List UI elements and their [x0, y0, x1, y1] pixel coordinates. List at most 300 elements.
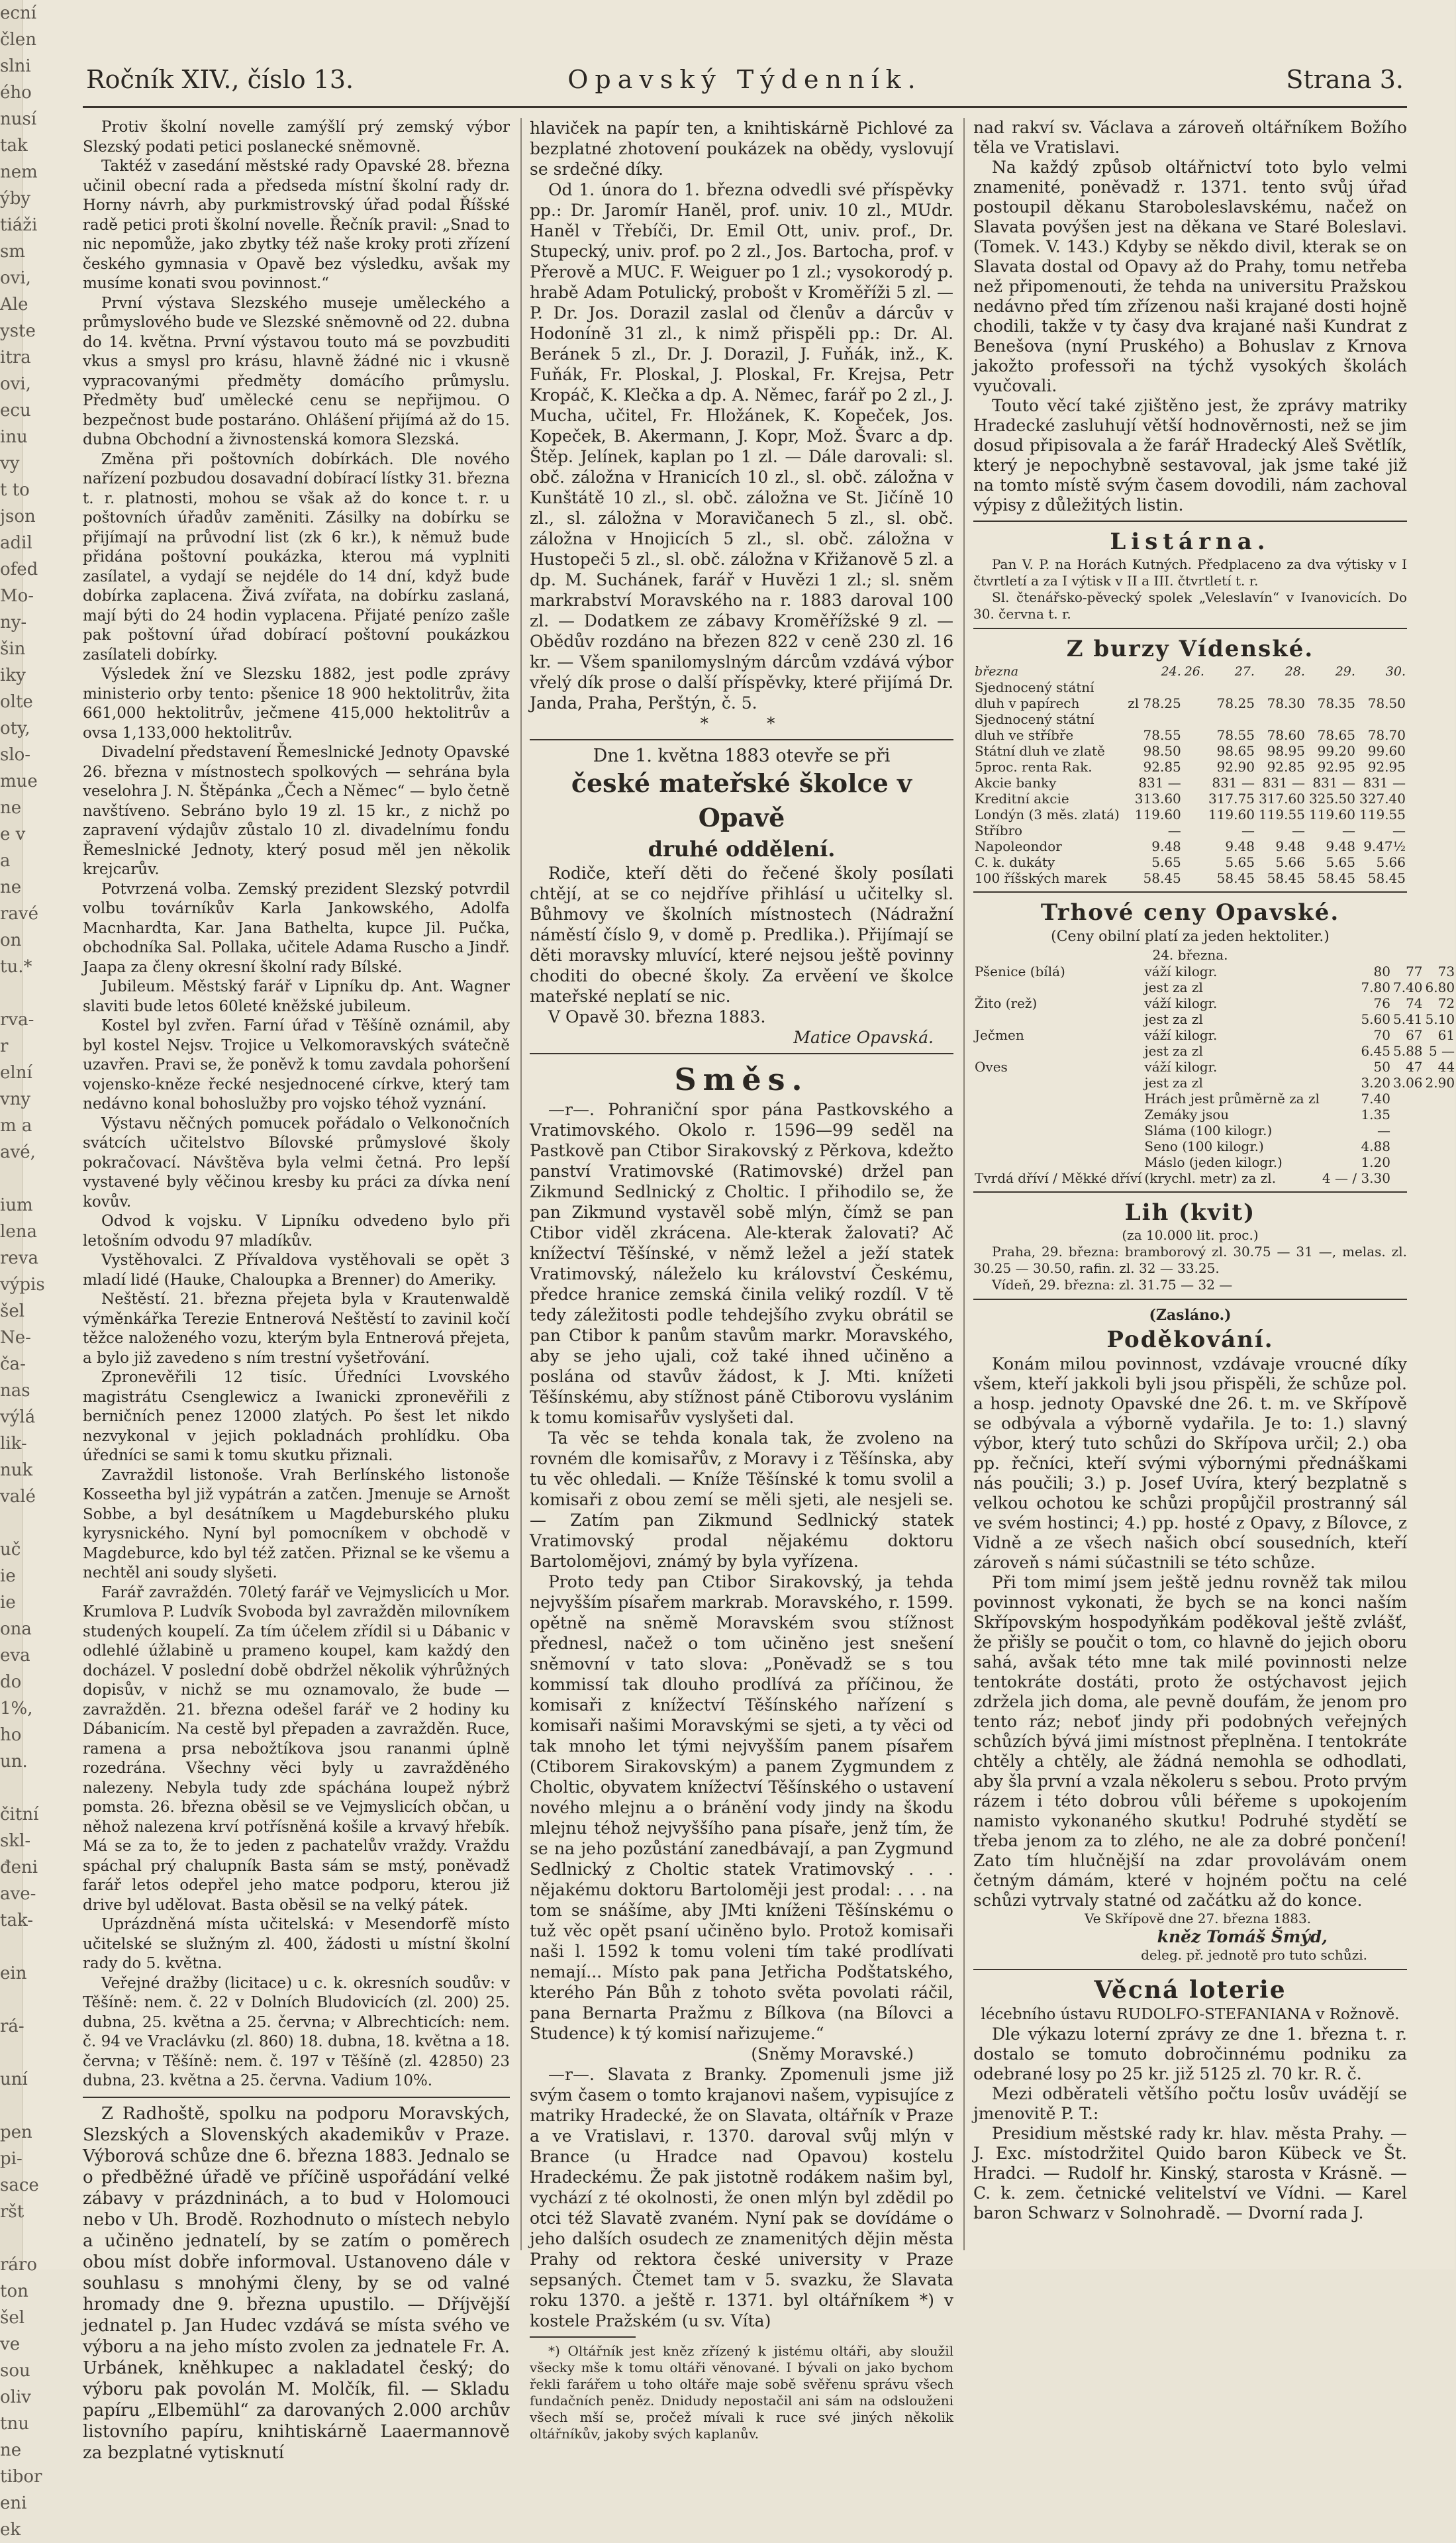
table-cell: 80: [1373, 964, 1390, 979]
lih-subtitle: (za 10.000 lit. proc.): [1122, 1227, 1259, 1243]
section-rule: [83, 2097, 510, 2098]
table-cell: [1392, 1154, 1424, 1170]
table-cell: [1424, 1138, 1456, 1154]
table-cell: jest za zl: [1144, 1011, 1203, 1027]
table-cell: [973, 1138, 1143, 1154]
table-cell: 7.40: [1392, 979, 1423, 995]
table-cell: 58.45: [1143, 870, 1181, 886]
loterie-subtitle: lécebního ústavu RUDOLFO-STEFANIANA v Rožnově.: [981, 2006, 1400, 2023]
footnote: *) Oltářník jest kněz zřízený k jistému oltáři, aby sloužil všecky mše k tomu oltáři věnované. I bývali on jako bychom řekli farářem u toho oltáře maje sobě svěřenu správu všech fundačních peněz. Dnidudy nepostačil ani sám na odslouženi všech mší se, pročež mívali k ruce své jiných několik oltářníkův, jakoby svých kaplanův.: [530, 2343, 953, 2442]
edge-fragment: do: [0, 1672, 22, 1692]
column-1: [83, 118, 510, 2464]
table-cell: —: [1291, 823, 1305, 838]
table-cell: [1183, 791, 1206, 807]
edge-fragment: ton: [0, 2281, 28, 2301]
table-cell: 78.25: [1216, 695, 1255, 711]
edge-fragment: yste: [0, 321, 36, 341]
edge-fragment: [0, 1166, 23, 1192]
table-row: [973, 1138, 1456, 1154]
issue-number: Ročník XIV., číslo 13.: [86, 65, 354, 94]
table-cell: 92.85: [1143, 759, 1181, 775]
table-row: [973, 711, 1407, 727]
table-cell: 4.88: [1361, 1138, 1390, 1154]
section-rule: [973, 521, 1407, 522]
table-cell: [973, 1154, 1143, 1170]
ceny-date: 24. března.: [1152, 947, 1228, 963]
edge-fragment: vy: [0, 454, 20, 474]
table-cell: 99.60: [1367, 743, 1406, 759]
edge-fragment: eni: [0, 2493, 27, 2513]
table-cell: [1424, 1170, 1456, 1186]
table-cell: 5.66: [1376, 854, 1406, 870]
edge-fragment: ve: [0, 2334, 21, 2354]
edge-fragment: ovi,: [0, 374, 31, 394]
edge-fragment: itra: [0, 348, 31, 368]
table-cell: 44: [1437, 1059, 1455, 1075]
table-cell: 7.80: [1361, 979, 1390, 995]
signature-role: deleg. př. jednotě pro tuto schůzi.: [1141, 1947, 1367, 1963]
listarna-entry: Sl. čtenářsko-pěvecký spolek „Veleslavín“ v Ivanovicích. Do 30. června t. r.: [973, 589, 1407, 622]
edge-fragment: [0, 1775, 23, 1801]
section-rule: [973, 891, 1407, 893]
table-cell: [1392, 1122, 1424, 1138]
table-cell: [973, 1043, 1143, 1059]
section-rule: [973, 1191, 1407, 1193]
section-title-lih: Lih (kvit): [1124, 1199, 1256, 1226]
article-paragraph: Ta věc se tehda konala tak, že zvoleno na rovném dle komisařův, z Moravy i z Těšínska, aby tu věc ohledali. — Kníže Těšínské k tomu svolil a komisaři z obou zemí se měli sjeti, ale nesjeli se. — Zatím pan Zikmund Sedlnický statek Vratimovský prodal nějakému doktoru Bartolomějovi, známý by byla vyřízena.: [530, 1428, 953, 1571]
table-header-cell: 29.: [1335, 664, 1355, 679]
edge-fragment: Ne-: [0, 1328, 31, 1348]
table-row: [973, 1027, 1456, 1043]
footnote-rule: [530, 2336, 636, 2338]
ceny-subtitle: (Ceny obilní platí za jeden hektoliter.): [1051, 928, 1330, 945]
edge-fragment: adil: [0, 533, 32, 553]
edge-fragment: uní: [0, 2069, 28, 2089]
table-cell: 6.80: [1425, 979, 1455, 995]
table-cell: jest za zl: [1144, 979, 1203, 995]
table-cell: 831 —: [1138, 775, 1181, 791]
table-cell: 78.30: [1267, 695, 1305, 711]
edge-fragment: ne: [0, 798, 22, 818]
edge-fragment: nuk: [0, 1460, 33, 1480]
column-3: [973, 118, 1455, 2223]
ad-signature: Matice Opavská.: [793, 1028, 934, 1047]
table-cell: [1183, 743, 1206, 759]
table-header-cell: března: [975, 664, 1019, 679]
edge-fragment: nas: [0, 1381, 30, 1401]
table-cell: Stříbro: [975, 823, 1023, 838]
edge-fragment: [0, 980, 23, 1007]
edge-fragment: reva: [0, 1248, 39, 1268]
section-rule: [973, 628, 1407, 629]
table-cell: 1.20: [1361, 1154, 1390, 1170]
edge-fragment: ne: [0, 877, 22, 897]
edge-fragment: ravé: [0, 904, 39, 924]
table-cell: [1392, 1138, 1424, 1154]
edge-fragment: elní: [0, 1063, 32, 1083]
table-cell: 3.20: [1361, 1075, 1390, 1091]
edge-fragment: ein: [0, 1964, 27, 1983]
ceny-table: [973, 964, 1456, 1186]
table-cell: 61: [1437, 1027, 1455, 1043]
table-cell: 119.60: [1134, 807, 1181, 823]
section-rule: [973, 1969, 1407, 1970]
article-paragraph: Neštěstí. 21. března přejeta byla v Krautenwaldě výměnkářka Terezie Entnerová Neštěstí to zavinil kočí těžce naloženého vozu, kterým byla Entnerová přejeta, a bylo již zavedeno s ním trestní vyšetřování.: [83, 1291, 510, 1367]
edge-fragment: ny-: [0, 613, 27, 632]
table-cell: 76: [1373, 995, 1390, 1011]
table-row: [973, 1170, 1456, 1186]
table-cell: [1306, 711, 1357, 727]
table-row: [973, 727, 1407, 743]
table-cell: [1256, 679, 1306, 695]
table-cell: dluh v papírech: [975, 695, 1080, 711]
edge-fragment: skl-: [0, 1831, 31, 1851]
table-cell: 50: [1373, 1059, 1390, 1075]
table-header-cell: 30.: [1385, 664, 1406, 679]
edge-fragment: šel: [0, 1301, 25, 1321]
table-cell: [1424, 1091, 1456, 1107]
article-paragraph: Od 1. února do 1. března odvedli své příspěvky pp.: Dr. Jaromír Haněl, prof. univ. 10 zl., MUdr. Haněl v Třebíči, Dr. Emil Ott, univ. prof., Dr. Stupecký, univ. prof. po 2 zl., Jos. Bartocha, prof. v Přerově a MUC. F. Weiguer po 1 zl.; vysokorodý p. hrabě Adam Potulický, probošt v Kroměříži 5 zl. — P. Dr. Jos. Dorazil zaslal od členův a dárcův v Hodoníně 31 zl., k nimž přispěli pp.: Dr. Al. Beránek 5 zl., Dr. J. Dorazil, J. Fuňák, inž., K. Fuňák, Fr. Ploskal, J. Ploskal, Fr. Krejsa, Petr Kropáč, K. Klečka a dp. A. Němec, farář po 2 zl., J. Mucha, učitel, Fr. Hložánek, K. Kopeček, Jos. Kopeček, B. Akermann, J. Kopr, Mož. Švarc a dp. Štěp. Jelínek, kaplan po 1 zl. — Dále darovali: sl. obč. záložna v Hranicích 10 zl., sl. obč. záložna v Kunštátě 10 zl., sl. obč. záložna ve St. Jičíně 10 zl., sl. záložna v Moravičanech 5 zl., sl. obč. záložna v Hnojicích 5 zl., sl. obč. záložna v Hustopeči 5 zl., sl. obč. záložna v Křižanově 5 zl. a dp. M. Suchánek, farář v Huvězi 1 zl.; sl. sněm markrabství Moravského na r. 1883 daroval 100 zl. — Dodatkem ze zábavy Kroměřížské 9 zl. — Obědův rozdáno na březen 822 v ceně 230 zl. 16 kr. — Všem spanilomyslným dárcům vzdává výbor vřelý dík prose o další příspěvky, které přijímá Dr. Janda, Praha, Perštýn, č. 5.: [530, 180, 953, 713]
edge-fragment: ráro: [0, 2255, 38, 2275]
section-title-listarna: Listárna.: [1110, 528, 1271, 555]
edge-fragment: [0, 1510, 23, 1536]
table-cell: [1357, 711, 1407, 727]
burza-table: [973, 664, 1407, 886]
article-paragraph: —r—. Slavata z Branky. Zpomenuli jsme již svým časem o tomto krajanovi našem, vypisujíce z matriky Hradecké, že on Slavata, oltářník v Praze a ve Vratislavi, r. 1370. daroval svůj mlýn v Brance (u Hradce nad Opavou) kostelu Hradeckému. Že pak jistotně rodákem našim byl, vychází z té okolnosti, že onen mlýn byl zdědil po otci též Slavatě zvaném. Nyní pak se dovídáme o jeho dalších osudech ze znamenitých dějin města Prahy od rektora české university v Praze sepsaných. Čtemet tam v 5. svazku, že Slavata roku 1370. a ještě r. 1371. byl oltářníkem *) v kostele Pražském (u sv. Víta): [530, 2065, 953, 2330]
edge-fragment: Mo-: [0, 586, 34, 606]
table-cell: 9.47½: [1363, 838, 1406, 854]
table-cell: 9.48: [1225, 838, 1255, 854]
article-paragraph: Proto tedy pan Ctibor Sirakovský, ja tehda nejvyšším písařem markrab. Moravského, r. 1599. opětně na sněmě Moravském svou stížnost přednesl, načež o tom učiněno jest snešení sněmovní v tato slova: „Poněvadž se s tou kommissí tak dlouho prodlívá za příčinou, že komisaři z knížectví Těšínského nařízení s komisaři našimi Moravskými se sjeti, a ty věci od tak mnoho let tými nejvyšším panem písařem (Ctiborem Sirakovským) a panem Zygmundem z Choltic, obyvatem knížectví Těšínského o ustavení nového mlejnu a o bránění vody jindy na škodu mlejnu téhož nejvyššího pana písaře, jenž tím, že se na jeho pozůstání zanedbávají, a pan Zygmund Sedlnický z Choltic statek Vratimovský . . . nějakému doktoru Bartoloměji jest prodal: . . . na tom se snášíme, aby JMti kníženi Těšínskému o tuž věc opět psaní učiněno bylo. Protož komisaři naši l. 1592 k tomu voleni tím také prodlívati nemají... Místo pak pana Jetřicha Podštatského, kterého Pán Bůh z tohoto světa povolati ráčil, pana Bernarta Pražmu z Bílkova (na Bílovci a Studence) k tý komisí nařizujeme.“: [530, 1572, 953, 2043]
table-cell: (krychl. metr) za zl.: [1144, 1170, 1277, 1186]
article-paragraph: První výstava Slezského museje uměleckého a průmyslového bude ve Slezské sněmovně od 22. dubna do 14. května. První výstavou touto má se povzbuditi vkus a smysl pro krásu, hlavně žádné nic i vkusně vypracovanými předměty domácího průmyslu. Předměty buď umělecké cenu se nepřijmou. O bezpečnost bude postaráno. Ohlášení přijímá až do 15. dubna Obchodní a živnostenská komora Slezská.: [83, 294, 510, 448]
edge-fragment: tibor: [0, 2467, 42, 2487]
table-cell: [1392, 1170, 1424, 1186]
edge-fragment: json: [0, 507, 36, 526]
table-cell: [1392, 1107, 1424, 1122]
edge-fragment: ofed: [0, 560, 38, 579]
table-row: [973, 1059, 1456, 1075]
table-cell: [1424, 1154, 1456, 1170]
edge-fragment: ho: [0, 1725, 22, 1745]
table-cell: 5.65: [1225, 854, 1255, 870]
edge-fragment: vny: [0, 1089, 31, 1109]
table-cell: [1183, 838, 1206, 854]
table-cell: 98.65: [1216, 743, 1255, 759]
table-cell: 2.90: [1425, 1075, 1455, 1091]
edge-fragment: ecu: [0, 401, 31, 421]
edge-fragment: Ale: [0, 295, 28, 315]
table-cell: 325.50: [1308, 791, 1355, 807]
newspaper-title: Opavský Týdenník.: [567, 65, 922, 94]
table-cell: 1.35: [1361, 1107, 1390, 1122]
article-paragraph: Konám milou povinnost, vzdávaje vroucné díky všem, kteří jakkoli byli jsou přispěli, že schůze pol. a hosp. jednoty Opavské dne 26. t. m. ve Skřípově se odbývala a výborně vydařila. Je to: 1.) slavný výbor, který tuto schůzi do Skřípova určil; 2.) oba pp. řečníci, kteří svými výbornými přednáškami nás poučili; 3.) p. Josef Uvíra, který bezplatně s velkou ochotou ke schůzi propůjčil prostranný sál ve svém hostinci; 4.) pp. hosté z Opavy, z Bílovce, z Vidně a ze všech našich obcí sousedních, kteří zároveň s námi súčastnili se této schůze.: [973, 1354, 1407, 1572]
table-cell: 5.65: [1151, 854, 1181, 870]
table-cell: 5.88: [1392, 1043, 1423, 1059]
edge-fragment: nem: [0, 162, 38, 182]
table-cell: 3.06: [1392, 1075, 1423, 1091]
edge-fragment: čitní: [0, 1805, 39, 1824]
table-cell: 5.66: [1275, 854, 1305, 870]
table-cell: 327.40: [1359, 791, 1406, 807]
table-cell: Londýn (3 měs. zlatá): [975, 807, 1120, 823]
table-row: [973, 1091, 1456, 1107]
column-2: [530, 118, 953, 2442]
article-paragraph: Farář zavraždén. 70letý farář ve Vejmyslicích u Mor. Krumlova P. Ludvík Svoboda byl zavražděn milovníkem studených koupelí. Za tím účelem zřídil si u Dábanic v odlehlé úžlabině u prameno koupel, kam každý den docházel. V poslední době obdržel několik výhrůžných dopisův, v nichž se mu oznamovalo, že bude — zavražděn. 21. března odešel farář ve 2 hodiny ku Dábanicím. Na cestě byl přepaden a zavražděn. Ruce, ramena a prsa nebožtíkova jsou rananmi úplně rozedrána. Všechny věci byly u zavražděného nalezeny. Nebyla tudy zde spáchána loupež nýbrž pomsta. 26. března oběsil se ve Vejmyslicích občan, u něhož nalezena krví potřísněná košile a krvavý hřebík. Má se za to, že to jeden z pachatelův vraždy. Vraždu spáchal prý chalupník Basta sám se mstý, poněvadž farář letos odepřel jeho matce podporu, kterou již drive byl udělovat. Basta oběsil se na velký pátek.: [83, 1583, 510, 1914]
table-cell: [973, 1122, 1143, 1138]
table-row: [973, 1043, 1456, 1059]
table-header-cell: 28.: [1285, 664, 1305, 679]
edge-fragment: pen: [0, 2122, 32, 2142]
edge-fragment: výpis: [0, 1275, 45, 1295]
table-cell: 73: [1437, 964, 1455, 979]
section-title-burza: Z burzy Vídenské.: [1066, 636, 1314, 662]
table-cell: —: [1377, 1122, 1390, 1138]
article-paragraph: —r—. Pohraniční spor pána Pastkovského a Vratimovského. Okolo r. 1596—99 seděl na Pastkově pan Ctibor Sirakovský z Pěrkova, kdežto panství Vratimovské (Ratimovské) držel pan Zikmund Sedlnický z Choltic. I přihodilo se, že pan Zikmund vystavěl sobě mlýn, čímž se pan Ctibor viděl zkrácena. Ale-kterak žalovati? Ač knížectví Těšínské, v němž ležel a ježí statek Vratimovský, náleželo ku království Českému, předce hranice zemská činila veliký rozdíl. V tě tedy záležitosti podle tehdejšího zvyku obrátil se pan Ctibor k panům stavům markr. Moravského, aby se jeho ujali, což také ihned učiněno a poslána od stavův žádost, k J. Mti. knížeti Těšínskému, aby stížnost páně Ctiborovu vyslánim k tomu komisařův vyslyšeti dal.: [530, 1100, 953, 1427]
table-cell: [973, 1107, 1143, 1122]
edge-fragment: výlá: [0, 1407, 36, 1427]
edge-fragment: lik-: [0, 1434, 27, 1454]
table-cell: [1424, 1122, 1456, 1138]
article-paragraph: Výstavu něčných pomucek pořádalo o Velkonočních svátcích učitelstvo Bílovské průmyslové školy pokračovací. Návštěva byla velmi četná. Pro lepší vystavené byly věčinou kresby ku práci za dívka není kovův.: [83, 1115, 510, 1211]
table-row: [973, 854, 1407, 870]
edge-fragment: 1%,: [0, 1699, 33, 1719]
edge-fragment: člen: [0, 30, 37, 50]
table-cell: 7.40: [1361, 1091, 1390, 1107]
article-paragraph: Dle výkazu loterní zprávy ze dne 1. března t. r. dostalo se tomuto dobročinnému podniku za odebrané losy po 25 kr. již 5125 zl. 70 kr. R. č.: [973, 2024, 1407, 2083]
table-cell: váží kilogr.: [1144, 964, 1218, 979]
table-row: [973, 759, 1407, 775]
edge-fragment: oliv: [0, 2387, 31, 2407]
table-cell: váží kilogr.: [1144, 995, 1218, 1011]
edge-fragment: ona: [0, 1619, 32, 1639]
edge-fragment: t to: [0, 480, 30, 500]
table-cell: [973, 1011, 1143, 1027]
table-row: [973, 870, 1407, 886]
edge-fragment: slo-: [0, 745, 31, 765]
table-cell: [1183, 870, 1206, 886]
table-cell: [1183, 711, 1206, 727]
table-cell: 98.95: [1267, 743, 1305, 759]
edge-fragment: oty,: [0, 719, 30, 738]
table-cell: 77: [1406, 964, 1423, 979]
table-cell: 74: [1406, 995, 1423, 1011]
table-cell: 99.20: [1317, 743, 1355, 759]
table-cell: 67: [1406, 1027, 1423, 1043]
article-paragraph: Mezi odběrateli většího počtu losův uvádějí se jmenovitě P. T.:: [973, 2084, 1407, 2123]
table-cell: Oves: [975, 1059, 1008, 1075]
table-cell: zl 78.25: [1128, 695, 1181, 711]
table-row: [973, 807, 1407, 823]
table-header-cell: 26.: [1184, 664, 1204, 679]
section-rule: [530, 1053, 953, 1054]
column-divider: [963, 118, 965, 2250]
table-cell: 78.50: [1367, 695, 1406, 711]
edge-fragment: ie: [0, 1566, 16, 1586]
table-cell: [1306, 679, 1357, 695]
edge-fragment: ne: [0, 2440, 22, 2460]
table-cell: [973, 979, 1143, 995]
edge-fragment: ča-: [0, 1354, 26, 1374]
lih-price: Praha, 29. března: bramborový zl. 30.75 — 31 —, melas. zl. 30.25 — 30.50, rafin. zl. 32 — 33.25.: [973, 1244, 1407, 1276]
table-cell: 92.95: [1317, 759, 1355, 775]
edge-fragment: iky: [0, 666, 26, 685]
table-header-row: [973, 664, 1407, 679]
table-cell: [973, 1091, 1143, 1107]
edge-fragment: valé: [0, 1487, 36, 1507]
edge-fragment: avé,: [0, 1142, 36, 1162]
source-note: (Sněmy Moravské.): [751, 2044, 914, 2064]
table-cell: Napoleondor: [975, 838, 1062, 854]
signature-place-date: Ve Skřípově dne 27. března 1883.: [1085, 1911, 1312, 1926]
table-cell: [1392, 1091, 1424, 1107]
edge-fragment: lena: [0, 1222, 37, 1242]
table-cell: 317.60: [1258, 791, 1305, 807]
edge-fragment: đeni: [0, 1858, 38, 1877]
table-cell: Sjednocený státní: [975, 711, 1094, 727]
edge-fragment: olte: [0, 692, 33, 712]
ad-date: V Opavě 30. března 1883.: [548, 1007, 766, 1026]
table-cell: [1206, 679, 1256, 695]
table-cell: 5.41: [1392, 1011, 1423, 1027]
edge-fragment: eva: [0, 1646, 30, 1666]
table-cell: C. k. dukáty: [975, 854, 1055, 870]
table-row: [973, 791, 1407, 807]
edge-fragment: r: [0, 1036, 9, 1056]
page-number: Strana 3.: [1286, 65, 1404, 94]
edge-fragment: un.: [0, 1752, 28, 1771]
article-paragraph: Touto věcí také zjištěno jest, že zprávy matriky Hradecké zasluhují větší hodnověrnosti, než se jim dosud připisovala a že farář Hradecký Aleš Světlík, který je nepochybně sestavoval, jak jsme také již na tomto místě svým časem dovodili, nám zachoval výpisy z důležitých listin.: [973, 396, 1407, 515]
table-cell: 831 —: [1363, 775, 1406, 791]
article-paragraph: Veřejné dražby (licitace) u c. k. okresních soudův: v Těšíně: nem. č. 22 v Dolních Bludovicích (zl. 200) 25. dubna, 25. května a 25. června; v Albrechticích: nem. č. 94 ve Vraclávku (zl. 860) 18. dubna, 18. května a 18. června; v Těšíně: nem. č. 197 v Těšíně (zl. 42850) 23 dubna, 23. května a 25. června. Vadium 10%.: [83, 1974, 510, 2089]
edge-fragment: ek: [0, 2520, 21, 2540]
edge-fragment: [0, 2093, 23, 2119]
table-row: [973, 1107, 1456, 1122]
article-paragraph: Divadelní představení Řemeslnické Jednoty Opavské 26. března v místnostech spolkových — sehrána byla veselohra J. N. Štěpánka „Čech a Němec“ — bylo četně navštíveno. Sebráno bylo 19 zl. 15 kr., z nichž po zapravení výdajův zůstalo 10 zl. divadelnímu fondu Řemeslnické Jednoty, který posud měl jen několik krejcarův.: [83, 744, 510, 878]
ad-intro: Dne 1. května 1883 otevře se při: [593, 746, 891, 766]
table-cell: [1125, 711, 1183, 727]
page-header: [86, 60, 1404, 102]
table-cell: 5.60: [1361, 1011, 1390, 1027]
edge-fragment: e v: [0, 824, 26, 844]
table-cell: 92.85: [1267, 759, 1305, 775]
edge-fragment: ovi,: [0, 268, 31, 288]
table-row: [973, 743, 1407, 759]
table-cell: —: [1241, 823, 1255, 838]
table-cell: [1357, 679, 1407, 695]
table-cell: 9.48: [1326, 838, 1355, 854]
section-title-ceny: Trhové ceny Opavské.: [1040, 899, 1340, 926]
table-cell: 5.10: [1425, 1011, 1455, 1027]
edge-fragment: [0, 1934, 23, 1960]
table-cell: [973, 1075, 1143, 1091]
lih-price: Vídeň, 29. března: zl. 31.75 — 32 —: [992, 1277, 1233, 1293]
table-cell: 119.60: [1308, 807, 1355, 823]
table-cell: —: [1167, 823, 1181, 838]
edge-fragment: uč: [0, 1540, 21, 1560]
header-rule: [83, 106, 1407, 108]
edge-fragment: ého: [0, 83, 32, 103]
edge-fragment: [0, 2225, 23, 2252]
edge-fragment: sace: [0, 2175, 39, 2195]
table-cell: Zemáky jsou: [1144, 1107, 1230, 1122]
zaslano-label: (Zasláno.): [1149, 1307, 1232, 1324]
table-cell: [1256, 711, 1306, 727]
table-cell: 119.55: [1258, 807, 1305, 823]
ad-headline: české mateřské školce v Opavě: [571, 768, 912, 832]
table-cell: 92.95: [1367, 759, 1406, 775]
table-row: [973, 964, 1456, 979]
article-paragraph: Odvod k vojsku. V Lipníku odvedeno bylo při letošním odvodu 97 mladíkův.: [83, 1213, 510, 1250]
table-cell: 9.48: [1275, 838, 1305, 854]
table-cell: 5 —: [1428, 1043, 1455, 1059]
edge-fragment: ýby: [0, 189, 31, 209]
table-cell: Pšenice (bílá): [975, 964, 1065, 979]
table-cell: 58.45: [1317, 870, 1355, 886]
edge-fragment: a: [0, 851, 11, 871]
table-cell: [1183, 854, 1206, 870]
table-cell: 119.60: [1208, 807, 1255, 823]
table-cell: Tvrdá dříví / Měkké dříví: [975, 1170, 1142, 1186]
table-cell: 4 — / 3.30: [1322, 1170, 1390, 1186]
table-row: [973, 1122, 1456, 1138]
edge-fragment: ecní: [0, 3, 37, 23]
article-paragraph: Při tom mimí jsem ještě jednu rovněž tak milou povinnost vykonati, že bych se na konci naším Skřípovským hospodyňkám poděkoval ještě zvlášť, že přišly se poučit o tom, co hlavně do jejich oboru sahá, avšak této mne tak milé povinnosti nelze tentokráte dostáti, proto že ostýchavost jejich zdržela jich doma, ale pevně doufám, že jenom pro tento ráz; neboť jindy při podobných veřejných schůzích bývá jimi místnost přeplněna. I tentokráte chtěly a chtěly, ale žádná nemohla se odhodlati, aby šla první a vzala několeru s sebou. Proto prvým rázem i této dobrou vůli béřeme s upokojením namisto vykonaného skutku! Podruhé stydětí se třeba jenom za to zlého, ne ale za dobré pončení! Zato tím hlučnější na zdar provolávám onem četným dámám, které v hojném počtu na celé schůzi vytrvaly statné od začátku až do konce.: [973, 1573, 1407, 1910]
table-cell: 5.65: [1326, 854, 1355, 870]
table-cell: 78.70: [1367, 727, 1406, 743]
table-cell: jest za zl: [1144, 1075, 1203, 1091]
table-cell: 9.48: [1151, 838, 1181, 854]
table-cell: 78.60: [1267, 727, 1305, 743]
table-cell: 119.55: [1359, 807, 1406, 823]
article-paragraph: hlaviček na papír ten, a knihtiskárně Pichlové za bezplatné zhotovení poukázek na obědy, vyslovují se srdečné díky.: [530, 119, 953, 179]
table-cell: [1125, 679, 1183, 695]
table-cell: 78.55: [1143, 727, 1181, 743]
table-cell: [1183, 807, 1206, 823]
edge-fragment: ie: [0, 1593, 16, 1613]
table-cell: 831 —: [1262, 775, 1305, 791]
edge-fragment: pi-: [0, 2149, 23, 2169]
ad-body: Rodiče, kteří děti do řečené školy posílati chtějí, at se co nejdříve přihlásí u učitelky sl. Bůhmovy ve školních místnostech (Nádražní náměstí číslo 9, v domě p. Predlika.). Přijímají se děti moravsky mluvící, které nejsou ještě povinny choditi do obecné školy. Za ervěení ve školce mateřské neplatí se nic.: [530, 864, 953, 1006]
table-cell: jest za zl: [1144, 1043, 1203, 1059]
table-cell: 98.50: [1143, 743, 1181, 759]
table-cell: —: [1341, 823, 1355, 838]
table-row: [973, 1154, 1456, 1170]
table-cell: 78.55: [1216, 727, 1255, 743]
article-paragraph: Změna při poštovních dobírkách. Dle nového nařízení pozbudou dosavadní dobírací lístky 31. března t. r. platnosti, mohou se však až do konce t. r. u poštovních úřadův zaměniti. Zásilky na dobírku se přijímají na průvodní list (zk 6 kr.), k němuž bude přidána poštovní poukázka, kterou má vyplniti zasílatel, a vydají se nejdéle do 14 dní, když bude dobírka zaplacena. Živá zvířata, na dobírku zaslaná, mají býti do 24 hodin vyplacena. Přijaté penízo zašle pak poštovní úřad dobírací poštovní poukázkou zasílateli dobírky.: [83, 450, 510, 664]
table-cell: váží kilogr.: [1144, 1027, 1218, 1043]
table-cell: 58.45: [1367, 870, 1406, 886]
article-paragraph: Na každý způsob oltářnictví toto bylo velmi znamenité, poněvadž r. 1371. tento svůj úřad postoupil děkanu Staroboleslavskému, načež on Slavata povýšen jest na děkana ve Staré Boleslavi. (Tomek. V. 143.) Kdyby se někdo divil, kterak se on Slavata dostal od Opavy až do Prahy, tomu netřeba než připomenouti, že tehda na universitu Pražskou nedávno před tím zřízenou naši krajané dosti hojně chodili, takže v ty časy dva krajané naši Kundrat z Benešova (nyní Pruského) a Bohuslav z Krnova jakožto professoři na týchž vysokých školách vyučovali.: [973, 158, 1407, 395]
article-paragraph: Vystěhovalci. Z Přívaldova vystěhovali se opět 3 mladí lidé (Hauke, Chaloupka a Brenner) do Ameriky.: [83, 1252, 510, 1289]
table-cell: Sjednocený státní: [975, 679, 1094, 695]
article-paragraph: Taktéž v zasedání městské rady Opavské 28. března učinil obecní rada a předseda místní školní rady dr. Horny návrh, aby purkmistrovský úřad podal Říšské radě petici proti školní novelle. Řečník pravil: „Snad to nic nepomůže, jako zbytky též naše kroky proti zřízení českého gymnasia v Opavě bez výsledku, avšak my musíme konati svou povinnost.“: [83, 158, 510, 292]
table-cell: Státní dluh ve zlatě: [975, 743, 1105, 759]
table-cell: [1183, 679, 1206, 695]
section-rule: [530, 739, 953, 740]
article-paragraph: Zpronevěřili 12 tisíc. Úředníci Lvovského magistrátu Csenglewicz a Iwanicki zpronevěřili z berničních penez 12000 zlatých. Po šest let nikdo nezvykonal v jejich pokladnách prohlídku. Oba úředníci se sami k tomu skutku přiznali.: [83, 1369, 510, 1464]
ad-subheadline: druhé oddělení.: [648, 836, 836, 862]
table-cell: 78.65: [1317, 727, 1355, 743]
table-cell: [1183, 695, 1206, 711]
table-row: [973, 1011, 1456, 1027]
edge-fragment: m a: [0, 1116, 32, 1136]
edge-fragment: tak-: [0, 1911, 34, 1930]
edge-fragment: ršt: [0, 2202, 24, 2222]
table-row: [973, 838, 1407, 854]
table-cell: Sláma (100 kilogr.): [1144, 1122, 1273, 1138]
table-cell: [1183, 775, 1206, 791]
